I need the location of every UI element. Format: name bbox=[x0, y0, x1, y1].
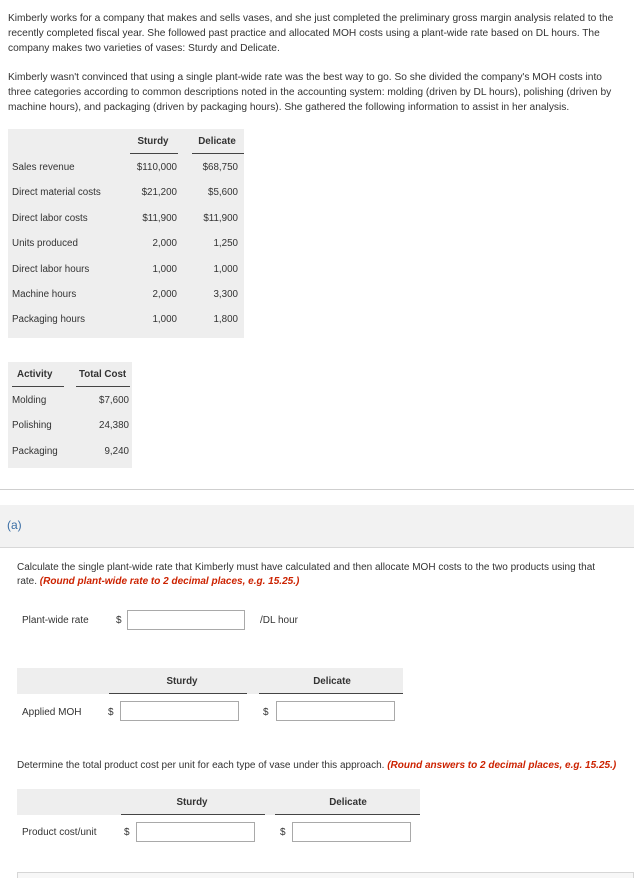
part-a-label: (a) bbox=[7, 518, 22, 532]
row-label: Direct labor costs bbox=[12, 213, 88, 224]
rounding-note: (Round answers to 2 decimal places, e.g. 15.25.) bbox=[387, 760, 617, 771]
intro-paragraph-2: Kimberly wasn't convinced that using a single plant-wide rate was the best way to go. So she divided the company's MOH costs into three categories according to common descriptions noted in the accounting system: molding (driven by DL hours), polishing (driven by machine hours), and packaging (driven by packaging hours). She gathered the following information to assist in her analysis. bbox=[8, 72, 612, 113]
part-a-instruction bbox=[17, 561, 617, 589]
header-underline bbox=[121, 814, 265, 815]
header-sturdy: Sturdy bbox=[166, 676, 198, 687]
cell-sturdy: 2,000 bbox=[152, 289, 177, 300]
header-underline bbox=[192, 153, 244, 154]
header-underline bbox=[130, 153, 178, 154]
header-delicate: Delicate bbox=[329, 797, 367, 808]
applied-moh-header bbox=[17, 668, 403, 694]
instruction-text: Calculate the single plant-wide rate that Kimberly must have calculated and then allocate MOH costs to the two products using that rate. bbox=[17, 562, 596, 587]
row-label: Packaging hours bbox=[12, 314, 85, 325]
cell-delicate: 1,000 bbox=[213, 264, 238, 275]
dollar-sign: $ bbox=[108, 707, 114, 718]
cell-delicate: 3,300 bbox=[213, 289, 238, 300]
plantwide-rate-label: Plant-wide rate bbox=[22, 615, 89, 626]
row-label: Machine hours bbox=[12, 289, 77, 300]
dollar-sign: $ bbox=[124, 827, 130, 838]
activity-label: Molding bbox=[12, 395, 47, 406]
dollar-sign: $ bbox=[116, 615, 122, 626]
product-cost-sturdy-input[interactable] bbox=[136, 822, 255, 842]
row-label: Units produced bbox=[12, 238, 78, 249]
product-cost-label: Product cost/unit bbox=[22, 827, 97, 838]
header-total-cost: Total Cost bbox=[79, 369, 127, 380]
next-section-box bbox=[17, 872, 634, 878]
cell-sturdy: $110,000 bbox=[136, 162, 177, 173]
section-divider bbox=[0, 489, 634, 490]
product-cost-delicate-input[interactable] bbox=[292, 822, 411, 842]
dollar-sign: $ bbox=[280, 827, 286, 838]
cell-sturdy: 1,000 bbox=[152, 264, 177, 275]
product-data-table bbox=[8, 129, 244, 338]
header-delicate: Delicate bbox=[198, 136, 236, 147]
plantwide-rate-input[interactable] bbox=[127, 610, 245, 630]
header-underline bbox=[259, 693, 403, 694]
activity-label: Packaging bbox=[12, 446, 58, 457]
cost-instruction bbox=[17, 760, 627, 771]
intro-paragraph-1: Kimberly works for a company that makes and sells vases, and she just completed the preliminary gross margin analysis related to the recently completed fiscal year. She followed past practice and allocated MOH costs using a plant-wide rate based on DL hours. The company makes two varieties of vases: Sturdy and Delicate. bbox=[8, 13, 614, 54]
cell-sturdy: 2,000 bbox=[152, 238, 177, 249]
header-underline bbox=[76, 386, 130, 387]
cell-delicate: $5,600 bbox=[208, 187, 238, 198]
cell-delicate: $11,900 bbox=[203, 213, 238, 224]
header-underline bbox=[275, 814, 420, 815]
cell-delicate: 1,250 bbox=[213, 238, 238, 249]
cell-sturdy: $21,200 bbox=[141, 187, 177, 198]
applied-moh-sturdy-input[interactable] bbox=[120, 701, 239, 721]
row-label: Direct labor hours bbox=[12, 264, 90, 275]
activity-cost-table bbox=[8, 362, 132, 468]
row-label: Direct material costs bbox=[12, 187, 101, 198]
rounding-note: (Round plant-wide rate to 2 decimal places, e.g. 15.25.) bbox=[39, 576, 300, 587]
instruction-text: Determine the total product cost per unit for each type of vase under this approach. bbox=[17, 760, 385, 771]
header-sturdy: Sturdy bbox=[176, 797, 208, 808]
activity-cost: 24,380 bbox=[99, 420, 129, 431]
cell-sturdy: $11,900 bbox=[142, 213, 177, 224]
part-a-header bbox=[0, 505, 634, 548]
applied-moh-delicate-input[interactable] bbox=[276, 701, 395, 721]
header-underline bbox=[109, 693, 247, 694]
dollar-sign: $ bbox=[263, 707, 269, 718]
cell-delicate: $68,750 bbox=[202, 162, 238, 173]
row-label: Sales revenue bbox=[12, 162, 75, 173]
product-cost-header bbox=[17, 789, 420, 815]
header-underline bbox=[12, 386, 64, 387]
cell-delicate: 1,800 bbox=[213, 314, 238, 325]
header-activity: Activity bbox=[17, 369, 53, 380]
applied-moh-label: Applied MOH bbox=[22, 707, 82, 718]
header-delicate: Delicate bbox=[313, 676, 351, 687]
cell-sturdy: 1,000 bbox=[152, 314, 177, 325]
plantwide-rate-unit: /DL hour bbox=[260, 615, 298, 626]
header-sturdy: Sturdy bbox=[137, 136, 169, 147]
activity-cost: $7,600 bbox=[99, 395, 129, 406]
activity-cost: 9,240 bbox=[104, 446, 129, 457]
activity-label: Polishing bbox=[12, 420, 52, 431]
